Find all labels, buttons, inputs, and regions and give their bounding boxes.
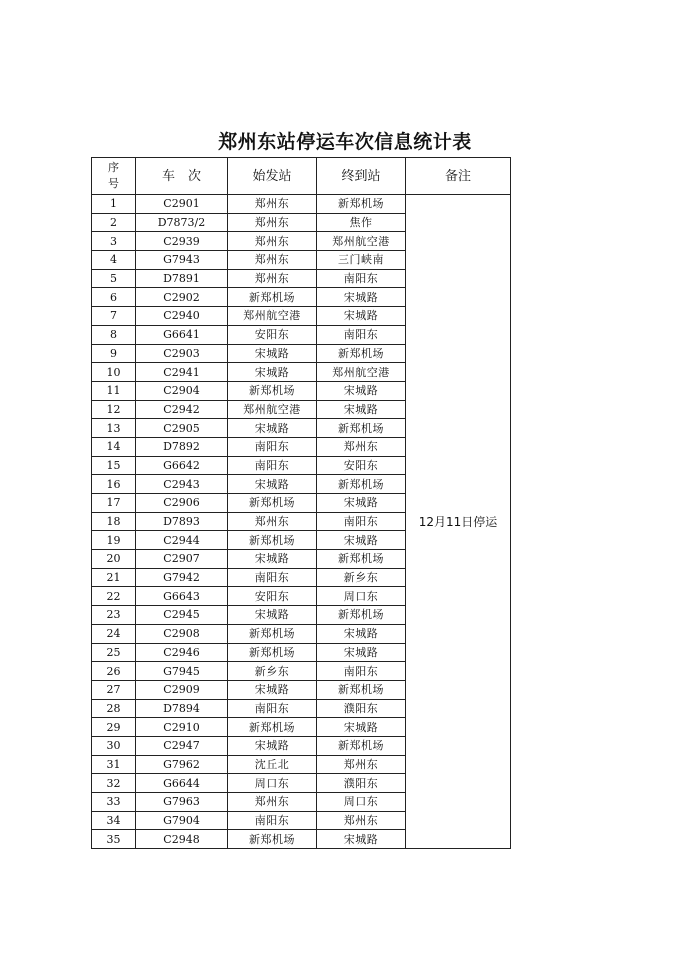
origin-station: 沈丘北 — [228, 755, 317, 774]
origin-station: 宋城路 — [228, 606, 317, 625]
row-number: 8 — [92, 325, 136, 344]
train-number: C2946 — [136, 643, 228, 662]
train-number: G7943 — [136, 251, 228, 270]
origin-station: 南阳东 — [228, 568, 317, 587]
origin-station: 新郑机场 — [228, 531, 317, 550]
destination-station: 郑州东 — [317, 811, 406, 830]
origin-station: 新郑机场 — [228, 624, 317, 643]
origin-station: 郑州航空港 — [228, 307, 317, 326]
destination-station: 宋城路 — [317, 288, 406, 307]
row-number: 14 — [92, 437, 136, 456]
train-number: C2903 — [136, 344, 228, 363]
origin-station: 宋城路 — [228, 363, 317, 382]
destination-station: 新郑机场 — [317, 475, 406, 494]
destination-station: 濮阳东 — [317, 774, 406, 793]
row-number: 24 — [92, 624, 136, 643]
destination-station: 郑州航空港 — [317, 363, 406, 382]
row-number: 3 — [92, 232, 136, 251]
origin-station: 郑州东 — [228, 251, 317, 270]
train-number: G7962 — [136, 755, 228, 774]
train-number: D7891 — [136, 269, 228, 288]
remark-cell: 12月11日停运 — [406, 195, 511, 849]
row-number: 4 — [92, 251, 136, 270]
train-number: C2939 — [136, 232, 228, 251]
row-number: 12 — [92, 400, 136, 419]
train-number: C2909 — [136, 680, 228, 699]
train-number: G6642 — [136, 456, 228, 475]
destination-station: 宋城路 — [317, 381, 406, 400]
destination-station: 新郑机场 — [317, 736, 406, 755]
destination-station: 宋城路 — [317, 643, 406, 662]
destination-station: 南阳东 — [317, 325, 406, 344]
destination-station: 南阳东 — [317, 662, 406, 681]
origin-station: 新郑机场 — [228, 830, 317, 849]
destination-station: 新郑机场 — [317, 419, 406, 438]
table-body — [92, 195, 511, 849]
destination-station: 宋城路 — [317, 718, 406, 737]
row-number: 13 — [92, 419, 136, 438]
header-seq-bottom: 号 — [108, 177, 119, 190]
header-seq-top: 序 — [108, 161, 119, 174]
train-number: C2907 — [136, 550, 228, 569]
row-number: 11 — [92, 381, 136, 400]
row-number: 5 — [92, 269, 136, 288]
train-number: G7963 — [136, 793, 228, 812]
origin-station: 南阳东 — [228, 811, 317, 830]
destination-station: 新郑机场 — [317, 606, 406, 625]
origin-station: 新乡东 — [228, 662, 317, 681]
destination-station: 新郑机场 — [317, 550, 406, 569]
train-number: C2906 — [136, 494, 228, 513]
row-number: 17 — [92, 494, 136, 513]
origin-station: 南阳东 — [228, 456, 317, 475]
origin-station: 南阳东 — [228, 437, 317, 456]
origin-station: 宋城路 — [228, 419, 317, 438]
destination-station: 宋城路 — [317, 307, 406, 326]
origin-station: 郑州东 — [228, 512, 317, 531]
row-number: 15 — [92, 456, 136, 475]
row-number: 6 — [92, 288, 136, 307]
train-number: C2942 — [136, 400, 228, 419]
train-number: C2940 — [136, 307, 228, 326]
destination-station: 濮阳东 — [317, 699, 406, 718]
train-number: G7904 — [136, 811, 228, 830]
origin-station: 宋城路 — [228, 550, 317, 569]
origin-station: 新郑机场 — [228, 381, 317, 400]
destination-station: 安阳东 — [317, 456, 406, 475]
origin-station: 郑州航空港 — [228, 400, 317, 419]
row-number: 27 — [92, 680, 136, 699]
train-number: G7945 — [136, 662, 228, 681]
row-number: 28 — [92, 699, 136, 718]
origin-station: 郑州东 — [228, 793, 317, 812]
train-number: C2910 — [136, 718, 228, 737]
destination-station: 宋城路 — [317, 624, 406, 643]
origin-station: 郑州东 — [228, 269, 317, 288]
train-number: G6641 — [136, 325, 228, 344]
origin-station: 新郑机场 — [228, 494, 317, 513]
origin-station: 宋城路 — [228, 475, 317, 494]
destination-station: 宋城路 — [317, 400, 406, 419]
train-number: C2904 — [136, 381, 228, 400]
train-number: C2902 — [136, 288, 228, 307]
train-number: C2947 — [136, 736, 228, 755]
row-number: 26 — [92, 662, 136, 681]
origin-station: 新郑机场 — [228, 288, 317, 307]
train-number: C2901 — [136, 195, 228, 214]
train-number: G6644 — [136, 774, 228, 793]
train-number: D7893 — [136, 512, 228, 531]
row-number: 33 — [92, 793, 136, 812]
destination-station: 郑州航空港 — [317, 232, 406, 251]
destination-station: 宋城路 — [317, 494, 406, 513]
origin-station: 安阳东 — [228, 325, 317, 344]
row-number: 29 — [92, 718, 136, 737]
train-number: C2941 — [136, 363, 228, 382]
origin-station: 周口东 — [228, 774, 317, 793]
destination-station: 郑州东 — [317, 755, 406, 774]
row-number: 35 — [92, 830, 136, 849]
origin-station: 南阳东 — [228, 699, 317, 718]
table-row — [92, 195, 511, 214]
destination-station: 新郑机场 — [317, 680, 406, 699]
page-title: 郑州东站停运车次信息统计表 — [218, 131, 472, 153]
destination-station: 宋城路 — [317, 531, 406, 550]
train-number: C2908 — [136, 624, 228, 643]
row-number: 18 — [92, 512, 136, 531]
origin-station: 宋城路 — [228, 680, 317, 699]
row-number: 19 — [92, 531, 136, 550]
row-number: 2 — [92, 213, 136, 232]
destination-station: 新郑机场 — [317, 344, 406, 363]
origin-station: 新郑机场 — [228, 718, 317, 737]
row-number: 1 — [92, 195, 136, 214]
row-number: 21 — [92, 568, 136, 587]
origin-station: 安阳东 — [228, 587, 317, 606]
row-number: 30 — [92, 736, 136, 755]
row-number: 23 — [92, 606, 136, 625]
row-number: 22 — [92, 587, 136, 606]
header-train: 车 次 — [136, 158, 228, 195]
destination-station: 宋城路 — [317, 830, 406, 849]
stopped-trains-table — [91, 157, 511, 849]
train-number: C2944 — [136, 531, 228, 550]
row-number: 20 — [92, 550, 136, 569]
row-number: 25 — [92, 643, 136, 662]
origin-station: 宋城路 — [228, 344, 317, 363]
header-remark: 备注 — [406, 158, 511, 195]
destination-station: 郑州东 — [317, 437, 406, 456]
origin-station: 郑州东 — [228, 213, 317, 232]
train-number: D7892 — [136, 437, 228, 456]
destination-station: 南阳东 — [317, 512, 406, 531]
train-number: G6643 — [136, 587, 228, 606]
destination-station: 周口东 — [317, 793, 406, 812]
row-number: 16 — [92, 475, 136, 494]
train-number: D7873/2 — [136, 213, 228, 232]
header-origin: 始发站 — [228, 158, 317, 195]
table-header-row — [92, 158, 511, 195]
header-destination: 终到站 — [317, 158, 406, 195]
destination-station: 南阳东 — [317, 269, 406, 288]
origin-station: 郑州东 — [228, 195, 317, 214]
row-number: 9 — [92, 344, 136, 363]
train-number: D7894 — [136, 699, 228, 718]
row-number: 31 — [92, 755, 136, 774]
header-seq — [92, 158, 136, 195]
origin-station: 宋城路 — [228, 736, 317, 755]
train-number: C2945 — [136, 606, 228, 625]
row-number: 7 — [92, 307, 136, 326]
origin-station: 新郑机场 — [228, 643, 317, 662]
row-number: 34 — [92, 811, 136, 830]
train-number: C2943 — [136, 475, 228, 494]
destination-station: 新乡东 — [317, 568, 406, 587]
train-number: C2905 — [136, 419, 228, 438]
destination-station: 三门峡南 — [317, 251, 406, 270]
train-number: C2948 — [136, 830, 228, 849]
row-number: 10 — [92, 363, 136, 382]
destination-station: 焦作 — [317, 213, 406, 232]
origin-station: 郑州东 — [228, 232, 317, 251]
destination-station: 新郑机场 — [317, 195, 406, 214]
train-number: G7942 — [136, 568, 228, 587]
row-number: 32 — [92, 774, 136, 793]
destination-station: 周口东 — [317, 587, 406, 606]
